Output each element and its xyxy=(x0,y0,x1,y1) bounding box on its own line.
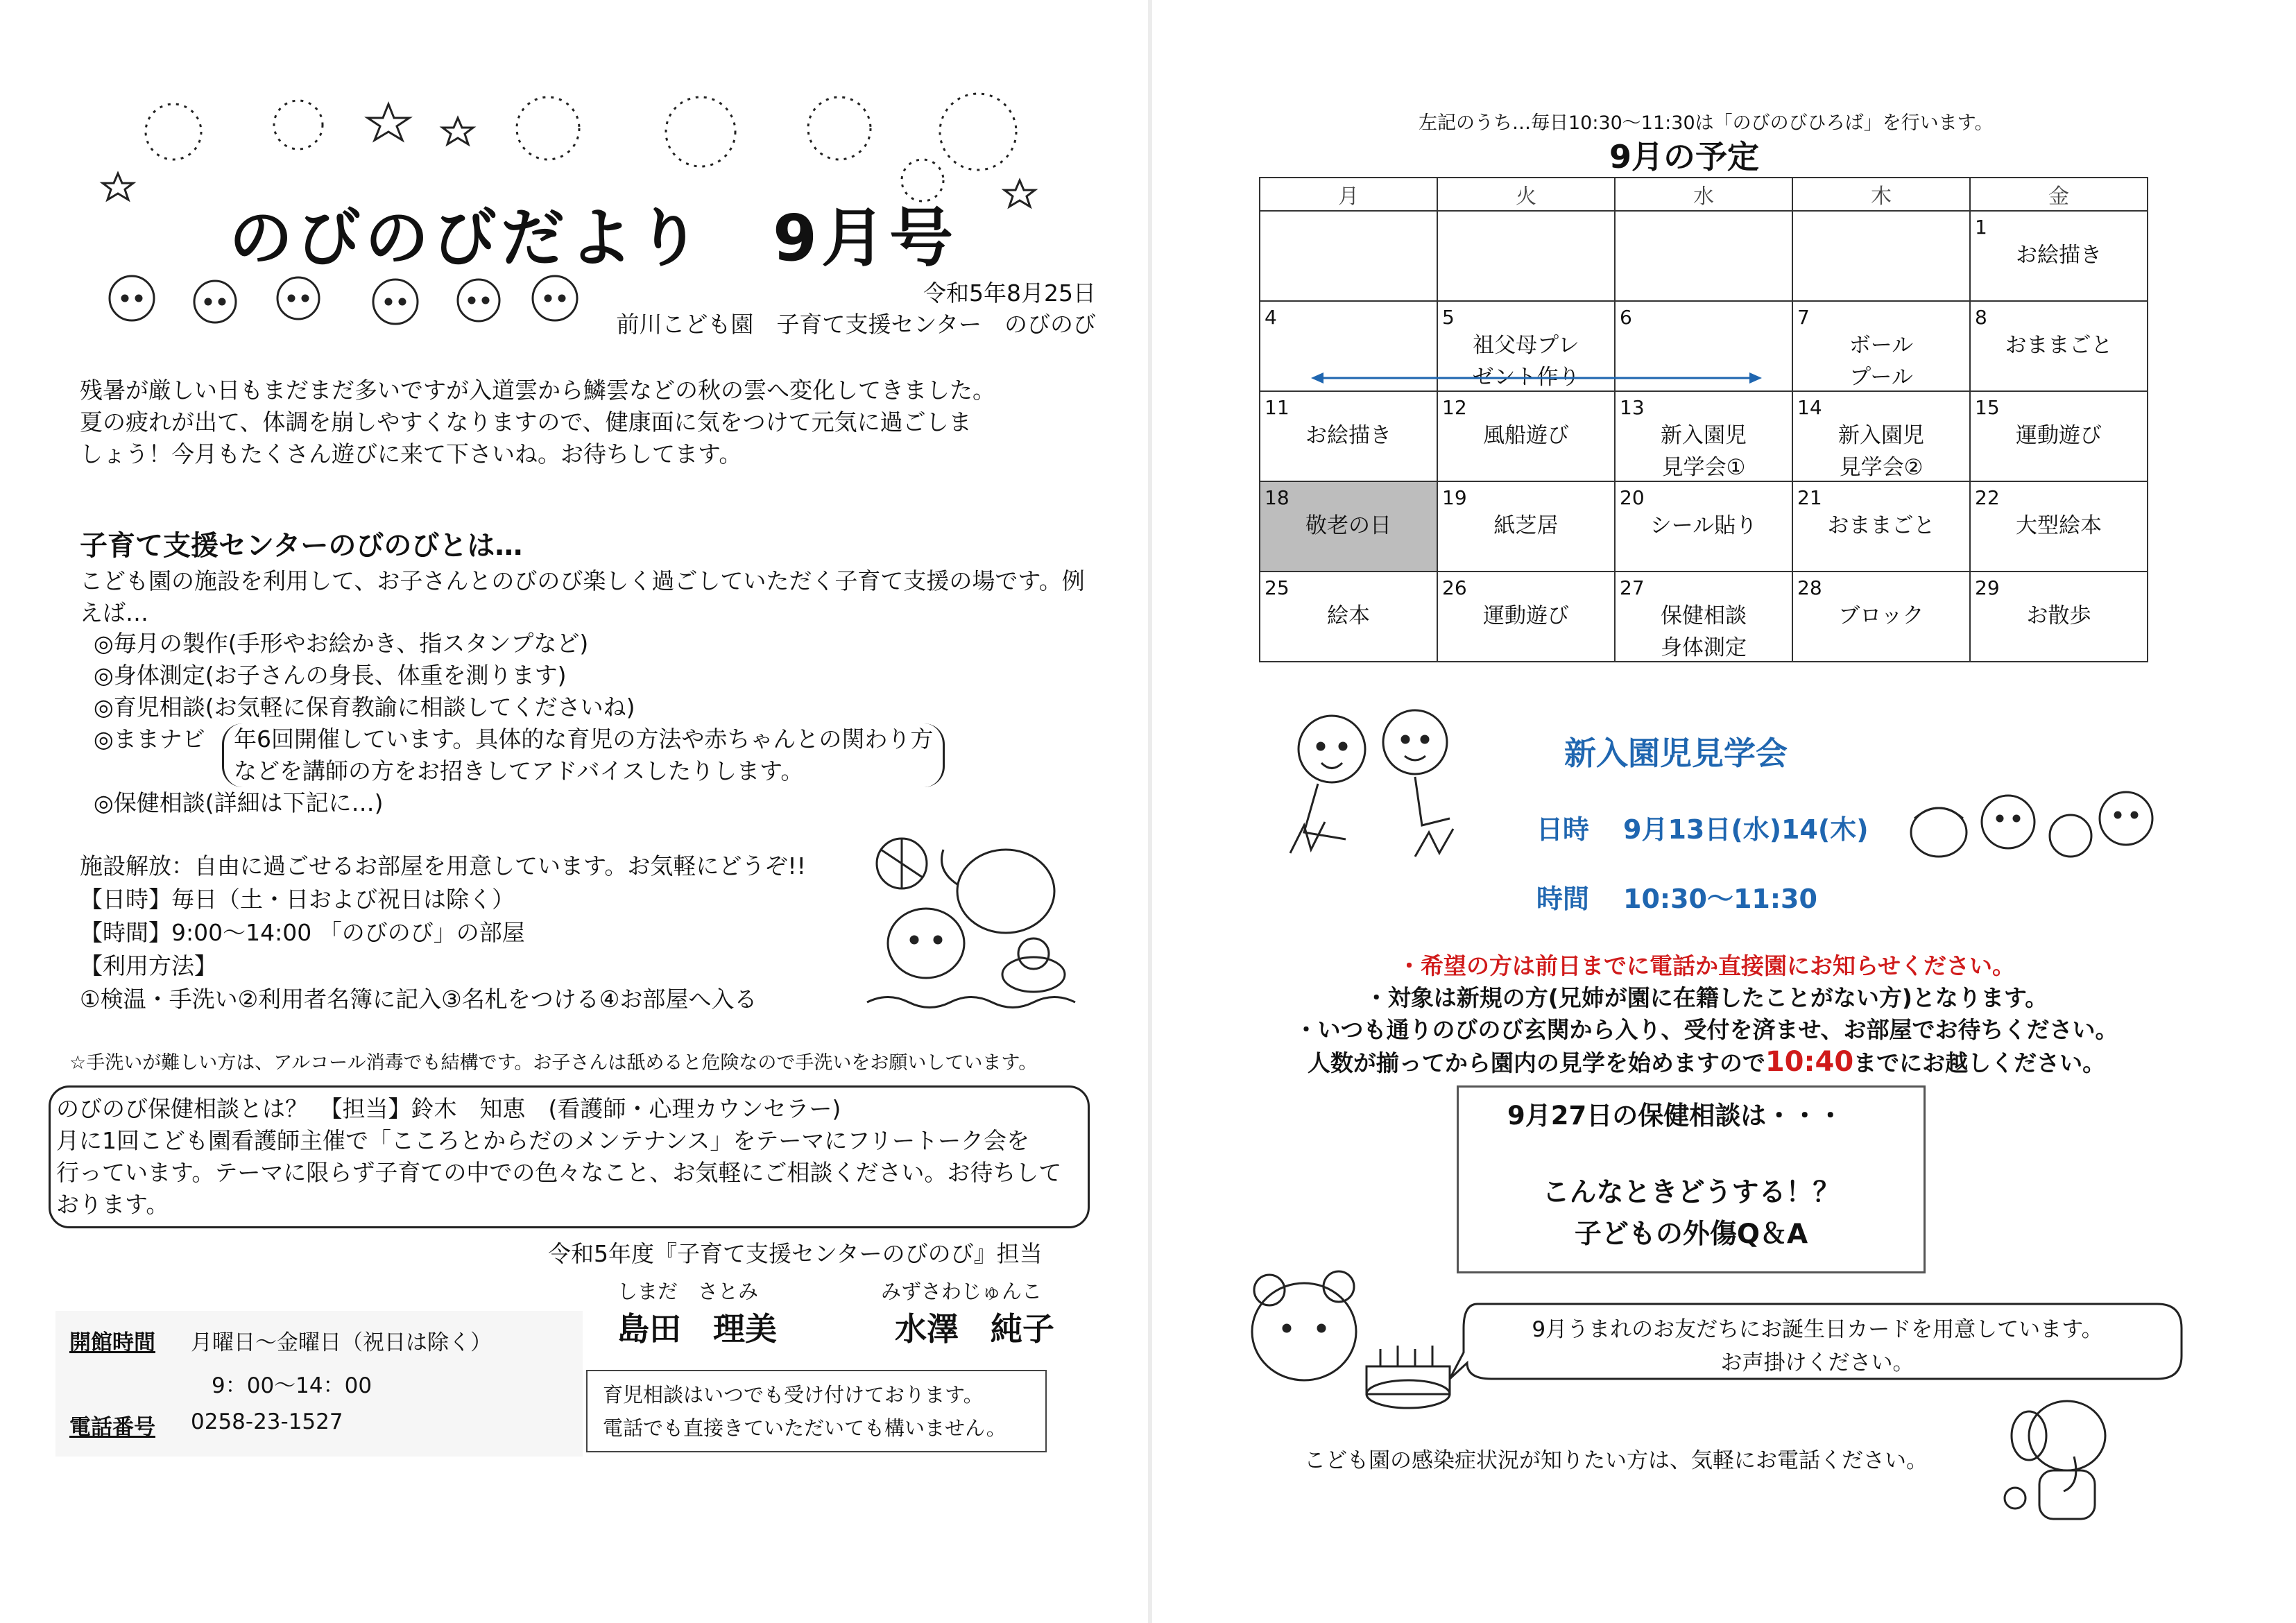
day-number: 4 xyxy=(1265,306,1277,329)
hours-box xyxy=(55,1311,583,1457)
visit-time: 10:30～11:30 xyxy=(1623,884,1817,914)
calendar-day-cell xyxy=(1970,301,2148,391)
calendar-week-row xyxy=(1260,481,2148,572)
list-item: ◎保健相談(詳細は下記に…) xyxy=(94,789,384,816)
intro-line: しょう！今月もたくさん遊びに来て下さいね。お待ちしてます。 xyxy=(80,440,742,467)
calendar-day-cell xyxy=(1260,211,1437,301)
staff2-name: 水澤 純子 xyxy=(895,1310,1054,1348)
visit-notices xyxy=(1235,950,2178,1079)
schedule-note: 左記のうち…毎日10:30～11:30は「のびのびひろば」を行います。 xyxy=(1419,112,1994,134)
day-event: 大型絵本 xyxy=(2016,513,2102,538)
hours-days: 月曜日～金曜日（祝日は除く） xyxy=(191,1330,492,1355)
calendar-day-cell xyxy=(1260,391,1437,481)
day-number: 7 xyxy=(1797,306,1810,329)
calendar-day-cell xyxy=(1792,572,1970,662)
calendar-day-cell xyxy=(1792,301,1970,391)
children-illustration xyxy=(1276,701,1471,867)
visit-date: 9月13日(水)14(木) xyxy=(1623,814,1869,845)
day-event: お絵描き xyxy=(2016,243,2102,268)
calendar-day-cell xyxy=(1260,572,1437,662)
day-event: お絵描き xyxy=(1305,423,1391,448)
staff2-kana: みずさわじゅんこ xyxy=(881,1280,1043,1303)
calendar-day-cell xyxy=(1615,481,1792,572)
weekday-header: 水 xyxy=(1615,178,1792,211)
about-text xyxy=(80,565,1085,629)
calendar-day-cell xyxy=(1437,572,1615,662)
mamanavi-description xyxy=(222,723,945,787)
organization-name: 前川こども園 子育て支援センター のびのび xyxy=(616,311,1096,338)
day-event: ブロック xyxy=(1838,603,1924,628)
day-number: 1 xyxy=(1975,216,1987,239)
day-number: 15 xyxy=(1975,396,2000,419)
health-box-line: 行っています。テーマに限らず子育ての中での色々なこと、お気軽にご相談ください。お待ちして xyxy=(56,1159,1062,1186)
calendar-body xyxy=(1260,211,2148,662)
list-item: ◎育児相談(お気軽に保育教諭に相談してくださいね) xyxy=(94,694,635,721)
day-event: おままごと xyxy=(1827,513,1935,538)
intro-line: 残暑が厳しい日もまだまだ多いですが入道雲から鱗雲などの秋の雲へ変化してきました。 xyxy=(80,377,995,404)
elephant-bear-pool-illustration xyxy=(860,829,1089,1016)
day-event: ボール プール xyxy=(1849,333,1914,390)
mamanavi-line: などを講師の方をお招きしてアドバイスしたりします。 xyxy=(234,757,804,784)
staff1-name: 島田 理美 xyxy=(617,1310,777,1348)
facility-line: ①検温・手洗い②利用者名簿に記入③名札をつける④お部屋へ入る xyxy=(80,986,757,1013)
animal-characters-illustration xyxy=(90,267,590,343)
day-number: 18 xyxy=(1265,486,1290,509)
calendar-day-cell xyxy=(1615,391,1792,481)
calendar-day-cell xyxy=(1437,481,1615,572)
visit-time-label: 時間 xyxy=(1536,884,1590,914)
day-number: 6 xyxy=(1620,306,1632,329)
calendar-day-cell xyxy=(1792,211,1970,301)
hours-label: 開館時間 xyxy=(69,1330,155,1355)
day-number: 13 xyxy=(1620,396,1645,419)
visit-notice: ・対象は新規の方(兄姉が園に在籍したことがない方)となります。 xyxy=(1364,984,2048,1011)
calendar-day-cell xyxy=(1615,211,1792,301)
phone-number[interactable]: 0258-23-1527 xyxy=(191,1409,343,1434)
infection-status-note: こども園の感染症状況が知りたい方は、気軽にお電話ください。 xyxy=(1304,1448,1928,1473)
birthday-message xyxy=(1450,1313,2185,1380)
weekday-header: 火 xyxy=(1437,178,1615,211)
elephant-illustration xyxy=(1998,1387,2123,1526)
day-number: 28 xyxy=(1797,576,1822,599)
september-calendar xyxy=(1259,177,2148,662)
facility-line: 【時間】9:00～14:00 「のびのび」の部屋 xyxy=(80,919,525,946)
calendar-day-cell xyxy=(1615,572,1792,662)
day-event: 絵本 xyxy=(1327,603,1370,628)
day-number: 8 xyxy=(1975,306,1987,329)
day-number: 19 xyxy=(1442,486,1467,509)
day-event: 新入園児 見学会① xyxy=(1661,423,1747,480)
newsletter-title: のびのびだより 9月号 xyxy=(229,201,958,275)
calendar-day-cell xyxy=(1437,211,1615,301)
hand-washing-note: ☆手洗いが難しい方は、アルコール消毒でも結構です。お子さんは舐めると危険なので手洗いをお願いしています。 xyxy=(69,1052,1038,1074)
facility-line: 【日時】毎日（土・日および祝日は除く） xyxy=(80,886,515,913)
health-talk-date: 9月27日の保健相談は・・・ xyxy=(1507,1101,1844,1131)
day-number: 14 xyxy=(1797,396,1822,419)
day-number: 22 xyxy=(1975,486,2000,509)
page-divider xyxy=(1148,0,1152,1623)
day-number: 11 xyxy=(1265,396,1290,419)
bear-birthday-cake-illustration xyxy=(1242,1262,1464,1422)
phone-label: 電話番号 xyxy=(69,1415,155,1440)
day-event: おままごと xyxy=(2005,333,2113,358)
day-event: 風船遊び xyxy=(1483,423,1569,448)
birthday-line: お声掛けください。 xyxy=(1720,1350,1914,1375)
day-event: 新入園児 見学会② xyxy=(1838,423,1924,480)
day-number: 29 xyxy=(1975,576,2000,599)
calendar-week-row xyxy=(1260,391,2148,481)
day-number: 21 xyxy=(1797,486,1822,509)
mamanavi-line: 年6回開催しています。具体的な育児の方法や赤ちゃんとの関わり方 xyxy=(234,725,934,753)
day-event: 運動遊び xyxy=(1483,603,1569,628)
health-talk-topic: こんなときどうする！？ xyxy=(1542,1177,1840,1208)
birthday-line: 9月うまれのお友だちにお誕生日カードを用意しています。 xyxy=(1532,1317,2103,1342)
calendar-day-cell xyxy=(1970,572,2148,662)
weekday-header: 木 xyxy=(1792,178,1970,211)
visit-notice-last xyxy=(1235,1046,2178,1079)
visit-notice-part: までにお越しください。 xyxy=(1853,1049,2106,1076)
facility-line: 【利用方法】 xyxy=(80,952,217,979)
intro-line: 夏の疲れが出て、体調を崩しやすくなりますので、健康面に気をつけて元気に過ごしま xyxy=(80,409,972,436)
visit-notice-red: ・希望の方は前日までに電話か直接園にお知らせください。 xyxy=(1397,952,2015,979)
staff1-kana: しまだ さとみ xyxy=(617,1280,759,1303)
visit-notice: ・いつも通りのびのび玄関から入り、受付を済ませ、お部屋でお待ちください。 xyxy=(1294,1016,2118,1043)
facility-info xyxy=(80,850,806,1016)
day-number: 25 xyxy=(1265,576,1290,599)
calendar-day-cell xyxy=(1970,481,2148,572)
calendar-day-cell xyxy=(1970,391,2148,481)
about-line: こども園の施設を利用して、お子さんとのびのび楽しく過ごしていただく子育て支援の場です。例 xyxy=(80,567,1085,594)
schedule-title: 9月の予定 xyxy=(1609,138,1760,175)
calendar-week-row xyxy=(1260,572,2148,662)
calendar-week-row xyxy=(1260,211,2148,301)
health-talk-box xyxy=(1457,1085,1926,1273)
visit-arrival-time: 10:40 xyxy=(1765,1046,1854,1078)
health-box-line: おります。 xyxy=(56,1191,169,1218)
issue-date: 令和5年8月25日 xyxy=(923,280,1096,307)
day-event: 祖父母プレ ゼント作り xyxy=(1472,333,1580,390)
list-item: ◎毎月の製作(手形やお絵かき、指スタンプなど) xyxy=(94,630,589,657)
day-event: シール貼り xyxy=(1650,513,1758,538)
facility-line: 施設解放：自由に過ごせるお部屋を用意しています。お気軽にどうぞ!! xyxy=(80,852,806,879)
calendar-day-cell xyxy=(1260,481,1437,572)
day-number: 5 xyxy=(1442,306,1455,329)
health-talk-subtitle: 子どもの外傷Q＆A xyxy=(1574,1219,1808,1250)
day-event: 紙芝居 xyxy=(1493,513,1559,538)
day-event: 保健相談 身体測定 xyxy=(1661,603,1747,660)
day-event: 敬老の日 xyxy=(1305,513,1391,538)
visit-notice-part: 人数が揃ってから園内の見学を始めますので xyxy=(1307,1049,1765,1076)
staff-heading: 令和5年度『子育て支援センターのびのび』担当 xyxy=(548,1240,1043,1267)
list-item: ◎ままナビ xyxy=(94,725,205,753)
range-arrow xyxy=(1311,368,1762,388)
consultation-note-box xyxy=(586,1370,1047,1452)
acorn-animals-illustration xyxy=(1904,777,2168,867)
visit-date-label: 日時 xyxy=(1536,814,1590,845)
day-event: 運動遊び xyxy=(2016,423,2102,448)
day-number: 27 xyxy=(1620,576,1645,599)
list-item: ◎身体測定(お子さんの身長、体重を測ります) xyxy=(94,662,567,689)
day-event: お散歩 xyxy=(2026,603,2091,628)
calendar-day-cell xyxy=(1792,481,1970,572)
day-number: 12 xyxy=(1442,396,1467,419)
consult-line: 育児相談はいつでも受け付けております。 xyxy=(603,1383,984,1407)
health-consultation-box xyxy=(49,1085,1090,1228)
health-box-line: 月に1回こども園看護師主催で「こころとからだのメンテナンス」をテーマにフリートーク会を xyxy=(56,1127,1030,1154)
weekday-header: 月 xyxy=(1260,178,1437,211)
health-box-line: のびのび保健相談とは？ 【担当】鈴木 知恵 (看護師・心理カウンセラー) xyxy=(56,1095,841,1122)
calendar-day-cell xyxy=(1970,211,2148,301)
hours-time: 9：00～14：00 xyxy=(212,1373,372,1398)
calendar-day-cell xyxy=(1792,391,1970,481)
about-line: えば… xyxy=(80,599,148,626)
day-number: 20 xyxy=(1620,486,1645,509)
visit-title: 新入園児見学会 xyxy=(1564,735,1788,772)
about-heading: 子育て支援センターのびのびとは… xyxy=(80,530,523,562)
intro-text xyxy=(80,375,995,470)
calendar-day-cell xyxy=(1437,391,1615,481)
day-number: 26 xyxy=(1442,576,1467,599)
weekday-header: 金 xyxy=(1970,178,2148,211)
consult-line: 電話でも直接きていただいても構いません。 xyxy=(603,1416,1006,1440)
